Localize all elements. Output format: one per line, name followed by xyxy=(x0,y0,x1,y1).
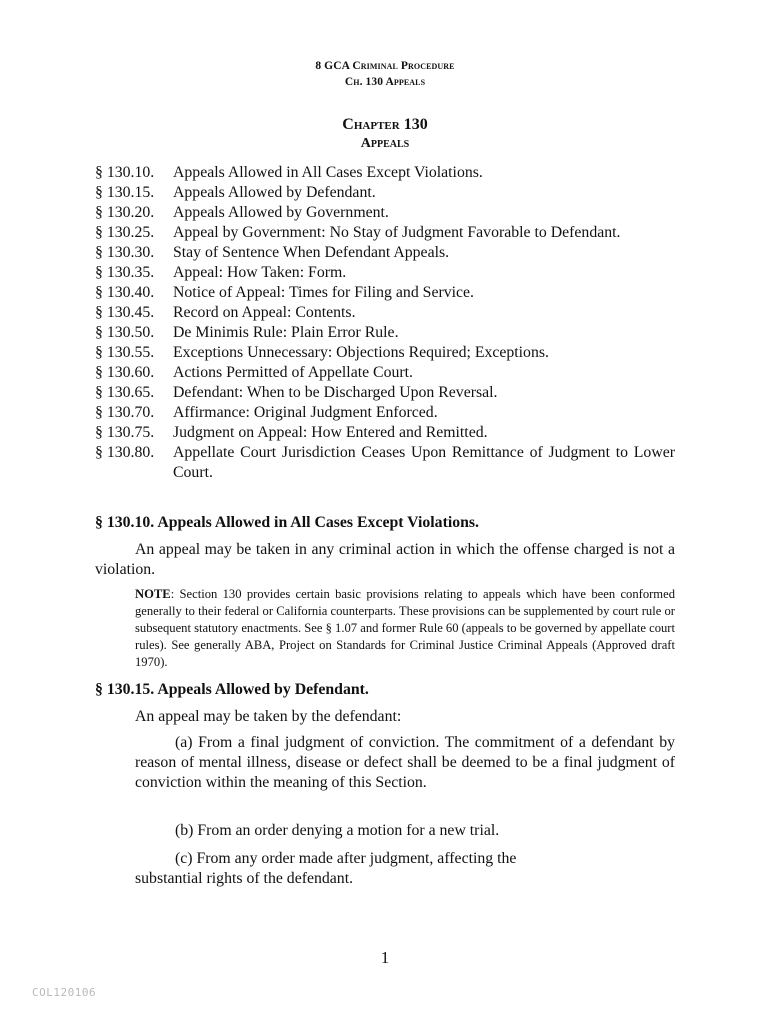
toc-section-number: § 130.50. xyxy=(95,324,155,341)
toc-entry xyxy=(95,443,675,483)
toc-section-title: Stay of Sentence When Defendant Appeals. xyxy=(173,244,450,261)
toc-section-title: Appellate Court Jurisdiction Ceases Upon Remittance of Judgment to Lower Court. xyxy=(173,444,675,481)
toc-entry xyxy=(95,303,675,323)
toc-section-number: § 130.15. xyxy=(95,184,155,201)
toc-section-number: § 130.45. xyxy=(95,304,155,321)
toc-entry xyxy=(95,323,675,343)
toc-section-title: Actions Permitted of Appellate Court. xyxy=(173,364,413,381)
toc-section-number: § 130.65. xyxy=(95,384,155,401)
toc-section-title: De Minimis Rule: Plain Error Rule. xyxy=(173,324,399,341)
toc-section-title: Appeals Allowed in All Cases Except Violations. xyxy=(173,164,483,181)
subsection-c-line2: substantial rights of the defendant. xyxy=(135,870,354,887)
section-heading: § 130.10. Appeals Allowed in All Cases Except Violations. xyxy=(95,514,479,531)
toc-entry xyxy=(95,203,675,223)
subsection-b: (b) From an order denying a motion for a new trial. xyxy=(175,822,500,839)
toc-section-number: § 130.10. xyxy=(95,164,155,181)
toc-entry xyxy=(95,383,675,403)
toc-entry xyxy=(95,363,675,383)
section-heading: § 130.15. Appeals Allowed by Defendant. xyxy=(95,681,369,698)
toc-section-number: § 130.75. xyxy=(95,424,155,441)
toc-section-title: Affirmance: Original Judgment Enforced. xyxy=(173,404,438,421)
toc-section-number: § 130.70. xyxy=(95,404,155,421)
toc-section-number: § 130.30. xyxy=(95,244,155,261)
toc-section-number: § 130.20. xyxy=(95,204,155,221)
toc-section-number: § 130.25. xyxy=(95,224,155,241)
page-number: 1 xyxy=(380,948,390,967)
toc-section-title: Notice of Appeal: Times for Filing and Service. xyxy=(173,284,474,301)
toc-section-title: Judgment on Appeal: How Entered and Remitted. xyxy=(173,424,488,441)
toc-entry xyxy=(95,163,675,183)
toc-section-title: Appeal by Government: No Stay of Judgment Favorable to Defendant. xyxy=(173,224,621,241)
toc-section-title: Exceptions Unnecessary: Objections Required; Exceptions. xyxy=(173,344,549,361)
toc-section-number: § 130.35. xyxy=(95,264,155,281)
subsection-a: (a) From a final judgment of conviction. The commitment of a defendant by reason of mental illness, disease or defect shall be deemed to be a final judgment of conviction within the meaning of this Section. xyxy=(135,734,675,791)
toc-entry xyxy=(95,223,675,243)
toc-entry xyxy=(95,183,675,203)
toc-section-number: § 130.40. xyxy=(95,284,155,301)
section-note xyxy=(135,586,675,671)
toc-entry xyxy=(95,403,675,423)
chapter-title: Chapter 130 xyxy=(342,116,428,133)
section-intro-text: An appeal may be taken by the defendant: xyxy=(135,708,402,725)
toc-entry xyxy=(95,423,675,443)
subsection-c-line1: (c) From any order made after judgment, affecting the xyxy=(175,850,517,867)
running-head-title: 8 GCA Criminal Procedure xyxy=(315,60,455,72)
toc-entry xyxy=(95,283,675,303)
toc-entry xyxy=(95,343,675,363)
section-130-10-block xyxy=(95,513,675,580)
note-text: : Section 130 provides certain basic provisions relating to appeals which have been conformed generally to their federal or California counterparts. These provisions can be supplemented by court rule or subsequent statutory enactments. See § 1.07 and former Rule 60 (appeals to be governed by appellate court rules). See generally ABA, Project on Standards for Criminal Justice Criminal Appeals (Approved draft 1970). xyxy=(135,587,675,669)
section-body-text: An appeal may be taken in any criminal action in which the offense charged is not a violation. xyxy=(95,541,675,578)
toc-section-number: § 130.80. xyxy=(95,444,155,461)
document-id-stamp: COL120106 xyxy=(32,986,97,999)
toc-section-title: Appeal: How Taken: Form. xyxy=(173,264,347,281)
note-label: NOTE xyxy=(135,587,171,601)
toc-section-title: Defendant: When to be Discharged Upon Reversal. xyxy=(173,384,498,401)
toc-section-title: Appeals Allowed by Defendant. xyxy=(173,184,376,201)
toc-entry xyxy=(95,243,675,263)
toc-section-number: § 130.55. xyxy=(95,344,155,361)
chapter-subtitle: Appeals xyxy=(360,136,410,151)
section-130-15-block xyxy=(95,680,675,700)
table-of-contents xyxy=(95,163,675,483)
running-head-chapter: Ch. 130 Appeals xyxy=(344,76,426,88)
toc-section-title: Appeals Allowed by Government. xyxy=(173,204,389,221)
toc-entry xyxy=(95,263,675,283)
toc-section-number: § 130.60. xyxy=(95,364,155,381)
toc-section-title: Record on Appeal: Contents. xyxy=(173,304,356,321)
